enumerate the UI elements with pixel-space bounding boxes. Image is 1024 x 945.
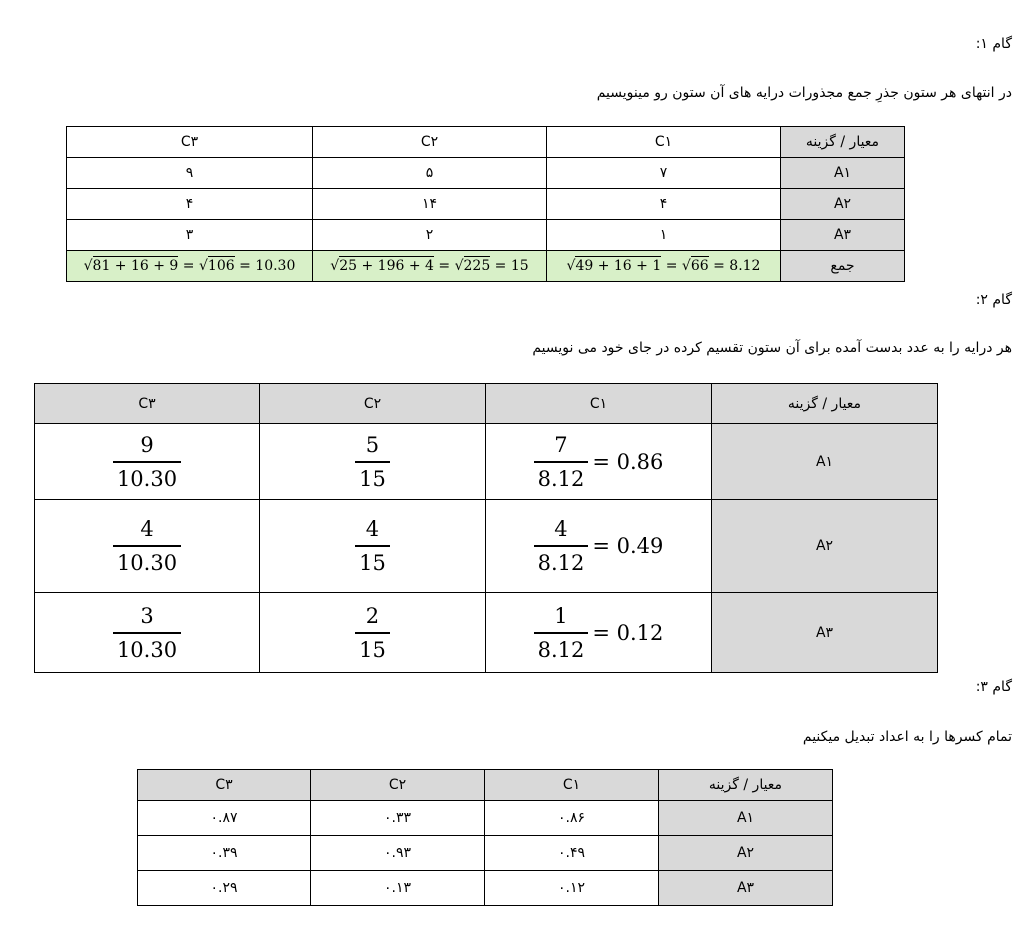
sum-result: 15 (510, 258, 529, 274)
table-row (67, 189, 905, 220)
denominator: 8.12 (534, 545, 589, 579)
denominator: 8.12 (534, 632, 589, 666)
row-header: A۳ (781, 220, 905, 251)
fraction (355, 513, 390, 579)
numerator: 1 (554, 603, 568, 628)
step2-title: گام ۲: (975, 292, 1012, 308)
column-header: C۳ (35, 384, 260, 424)
table-cell: ۰.۸۷ (138, 801, 311, 836)
row-header: A۳ (659, 871, 833, 906)
sum-inner: 25 + 196 + 4 (339, 258, 434, 274)
column-header: C۱ (486, 384, 712, 424)
row-header: A۱ (781, 158, 905, 189)
table-row (67, 220, 905, 251)
fraction-cell (260, 424, 486, 500)
numerator: 5 (365, 432, 380, 457)
fraction-result: = 0.12 (592, 620, 664, 645)
table-header-row (35, 384, 938, 424)
table-row (138, 836, 833, 871)
fraction-cell (486, 424, 712, 500)
corner-cell: معیار / گزینه (712, 384, 938, 424)
table-header-row (67, 127, 905, 158)
numerator: 2 (365, 603, 380, 628)
fraction-cell (35, 500, 260, 593)
row-header: A۱ (712, 424, 938, 500)
sum-radicand: 106 (207, 258, 235, 274)
row-header: A۱ (659, 801, 833, 836)
numerator: 4 (365, 517, 380, 541)
row-header: A۲ (659, 836, 833, 871)
sum-cell: √81 + 16 + 9 = √106 = 10.30 (67, 251, 313, 282)
denominator: 10.30 (113, 632, 181, 666)
fraction-cell (260, 593, 486, 673)
table-cell: ۰.۹۳ (311, 836, 485, 871)
table-cell: ۵ (313, 158, 547, 189)
table-cell: ۰.۱۳ (311, 871, 485, 906)
table-row (35, 593, 938, 673)
numerator: 4 (140, 517, 154, 541)
corner-cell: معیار / گزینه (781, 127, 905, 158)
corner-cell: معیار / گزینه (659, 770, 833, 801)
table-cell: ۰.۲۹ (138, 871, 311, 906)
fraction (113, 600, 181, 666)
row-header: A۲ (712, 500, 938, 593)
fraction (113, 513, 181, 579)
table-row (138, 801, 833, 836)
table-cell: ۴ (67, 189, 313, 220)
denominator: 10.30 (113, 461, 181, 495)
column-header: C۱ (485, 770, 659, 801)
table-cell: ۰.۴۹ (485, 836, 659, 871)
sum-row (67, 251, 905, 282)
step2-table (34, 383, 938, 673)
column-header: C۱ (547, 127, 781, 158)
table-row (35, 424, 938, 500)
column-header: C۳ (138, 770, 311, 801)
fraction (355, 600, 390, 666)
step2-description: هر درایه را به عدد بدست آمده برای آن ستون تقسیم کرده در جای خود می نویسیم (532, 340, 1012, 356)
denominator: 8.12 (534, 461, 589, 495)
numerator: 4 (554, 517, 568, 541)
table-cell: ۲ (313, 220, 547, 251)
table-cell: ۰.۸۶ (485, 801, 659, 836)
sum-label: جمع (781, 251, 905, 282)
table-row (67, 158, 905, 189)
step1-table (66, 126, 905, 282)
sum-cell: √49 + 16 + 1 = √66 = 8.12 (547, 251, 781, 282)
numerator: 7 (554, 432, 568, 457)
sum-inner: 81 + 16 + 9 (92, 258, 179, 274)
table-cell: ۳ (67, 220, 313, 251)
table-cell: ۰.۱۲ (485, 871, 659, 906)
row-header: A۲ (781, 189, 905, 220)
step3-title: گام ۳: (975, 679, 1012, 695)
sum-result: 10.30 (255, 258, 296, 274)
numerator: 9 (140, 432, 154, 457)
step3-table (137, 769, 833, 906)
denominator: 15 (355, 632, 390, 666)
table-header-row (138, 770, 833, 801)
step1-title: گام ۱: (975, 36, 1012, 52)
fraction-cell (260, 500, 486, 593)
numerator: 3 (140, 603, 154, 628)
step1-description: در انتهای هر ستون جذرِ جمع مجذورات درایه های آن ستون رو مینویسیم (596, 85, 1012, 101)
sum-inner: 49 + 16 + 1 (575, 258, 662, 274)
fraction (534, 429, 589, 495)
table-cell: ۴ (547, 189, 781, 220)
table-cell: ۱ (547, 220, 781, 251)
fraction (534, 513, 589, 579)
table-cell: ۹ (67, 158, 313, 189)
column-header: C۲ (311, 770, 485, 801)
fraction-cell (35, 424, 260, 500)
fraction (534, 600, 589, 666)
fraction-cell (486, 500, 712, 593)
fraction-cell (35, 593, 260, 673)
fraction-cell (486, 593, 712, 673)
sum-cell: √25 + 196 + 4 = √225 = 15 (313, 251, 547, 282)
table-cell: ۰.۳۹ (138, 836, 311, 871)
sum-radicand: 225 (463, 258, 491, 274)
fraction-result: = 0.49 (592, 534, 664, 558)
denominator: 15 (355, 545, 390, 579)
fraction-result: = 0.86 (592, 449, 664, 474)
table-row (35, 500, 938, 593)
denominator: 10.30 (113, 545, 181, 579)
sum-result: 8.12 (729, 258, 761, 274)
row-header: A۳ (712, 593, 938, 673)
fraction (355, 429, 390, 495)
step3-description: تمام کسرها را به اعداد تبدیل میکنیم (802, 729, 1012, 745)
table-row (138, 871, 833, 906)
column-header: C۲ (260, 384, 486, 424)
sum-radicand: 66 (690, 258, 709, 274)
column-header: C۳ (67, 127, 313, 158)
table-cell: ۰.۳۳ (311, 801, 485, 836)
table-cell: ۷ (547, 158, 781, 189)
fraction (113, 429, 181, 495)
denominator: 15 (355, 461, 390, 495)
table-cell: ۱۴ (313, 189, 547, 220)
column-header: C۲ (313, 127, 547, 158)
